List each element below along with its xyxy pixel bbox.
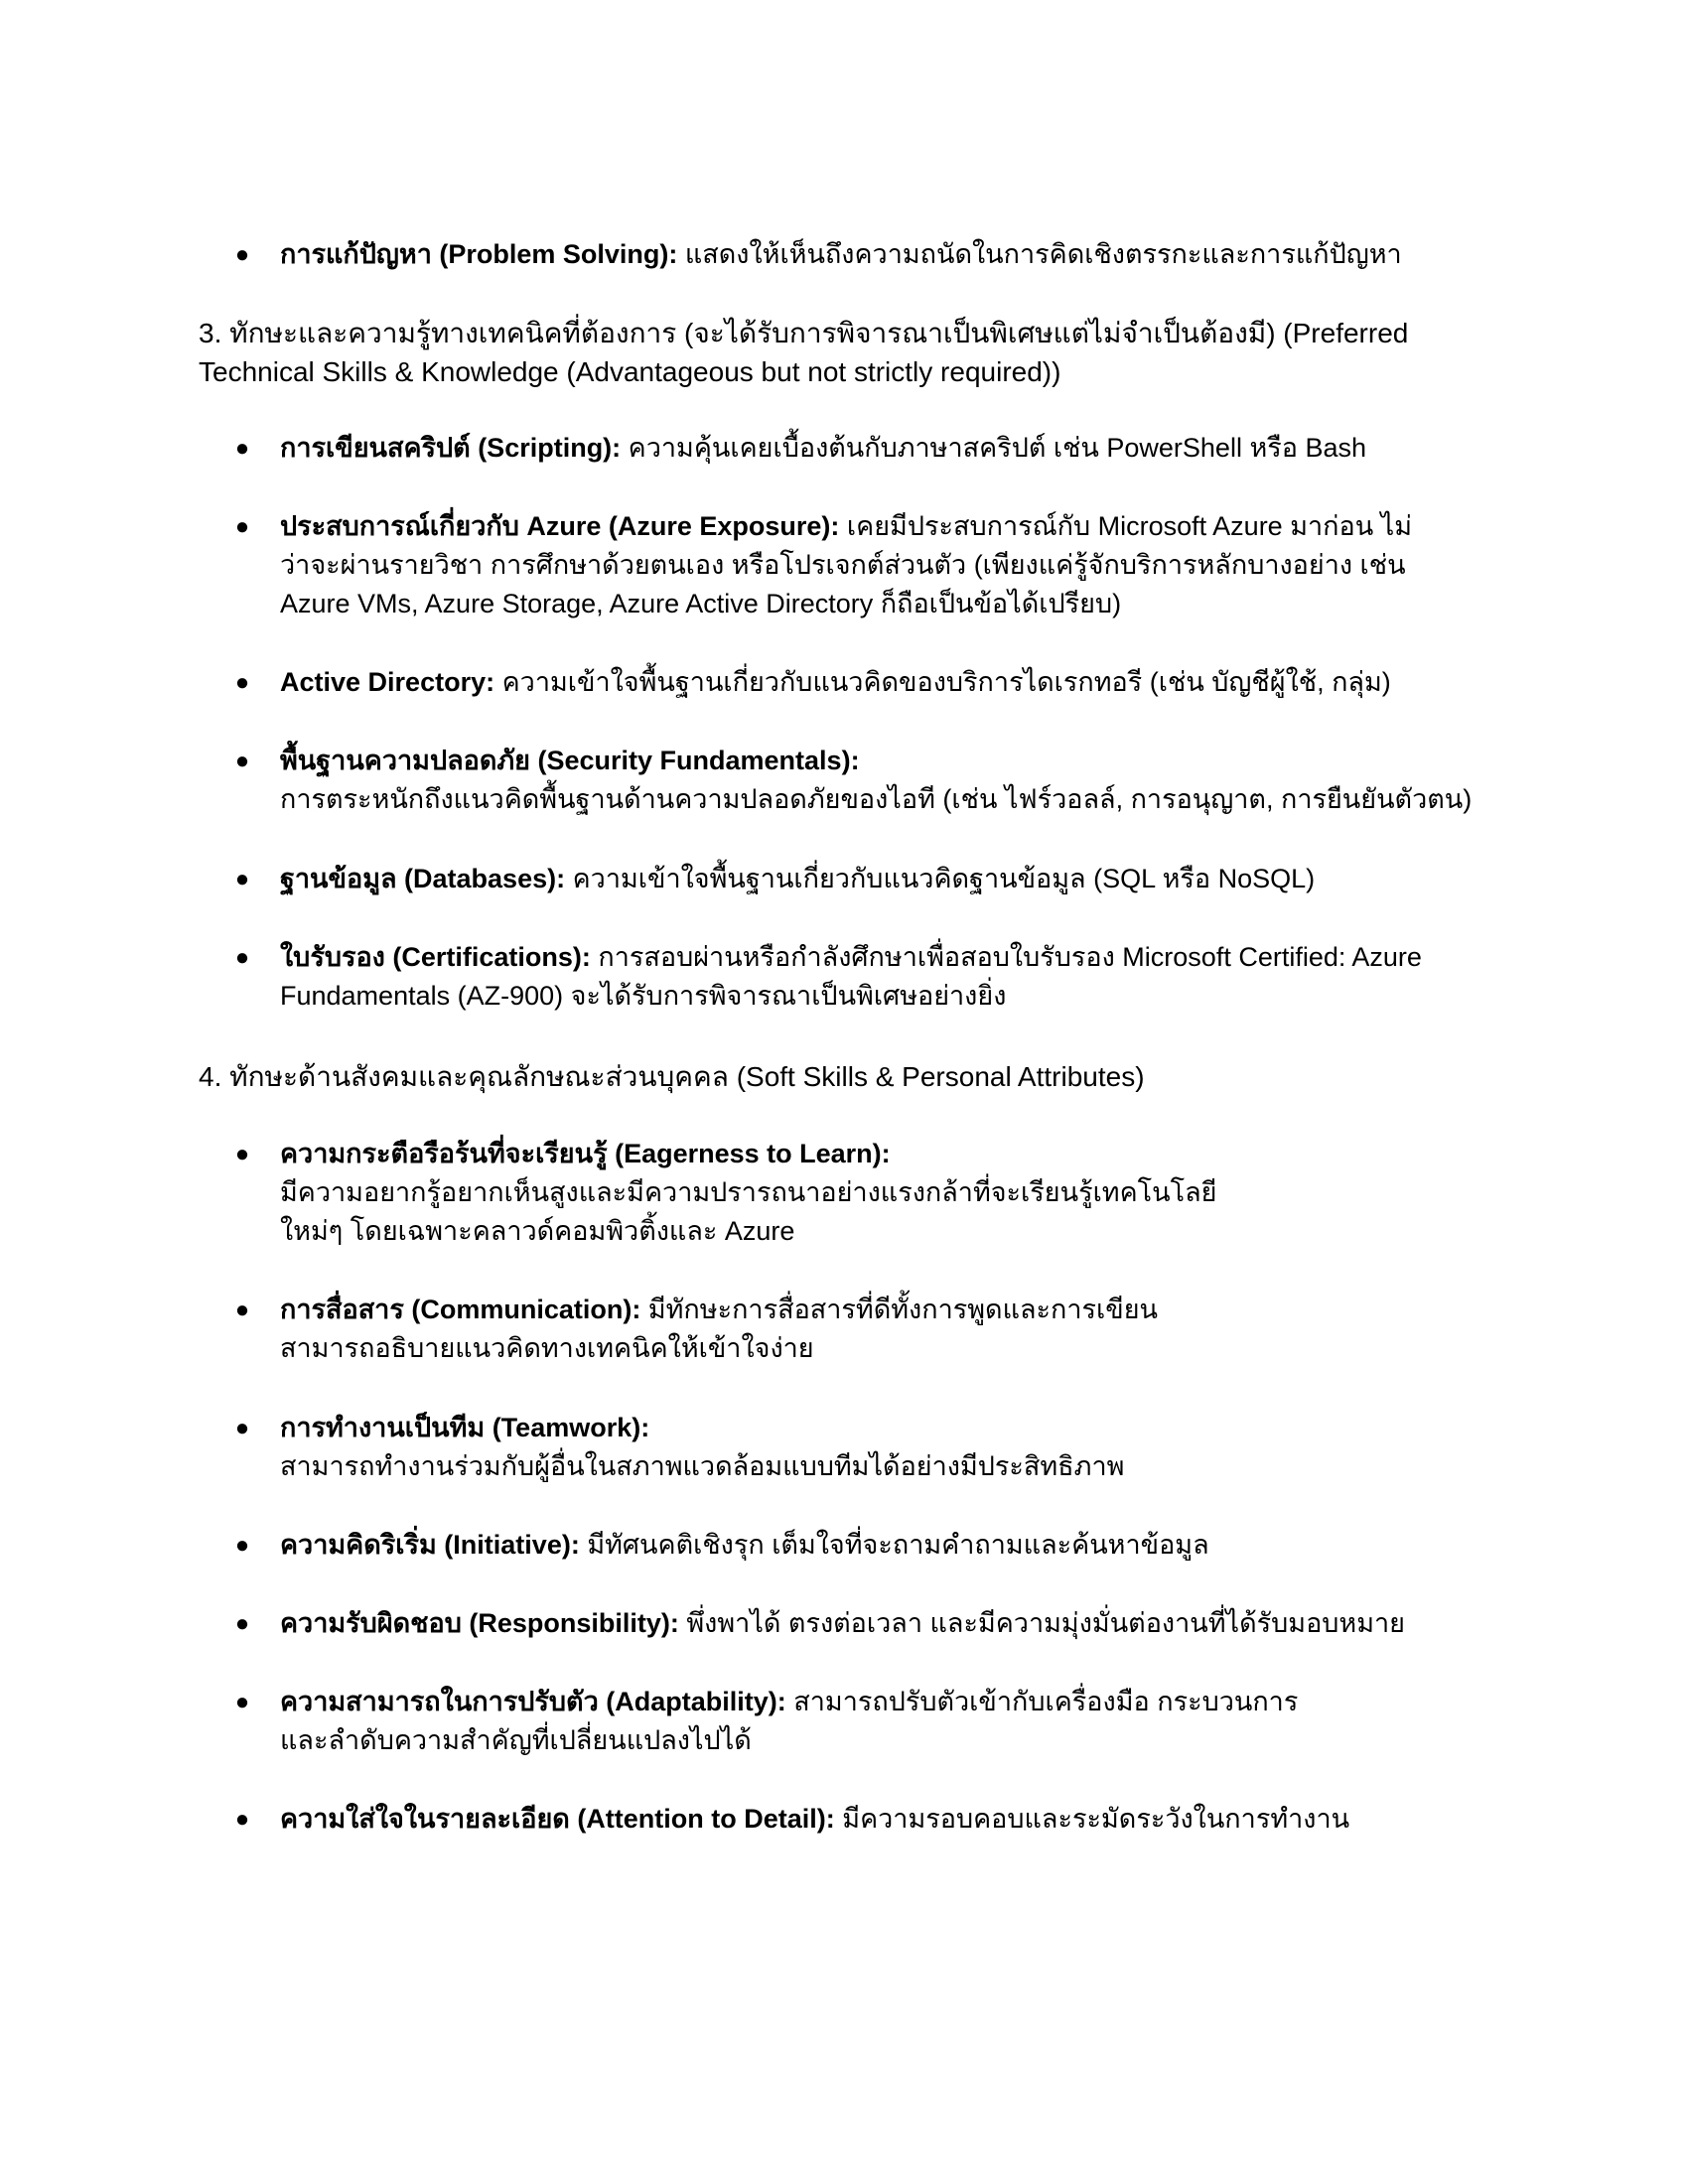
list-item-certifications (234, 938, 1481, 1016)
item-title: การทำงานเป็นทีม (Teamwork): (280, 1413, 650, 1442)
list-item-azure-exposure (234, 507, 1432, 623)
item-title: ความกระตือรือร้นที่จะเรียนรู้ (Eagerness to Learn): (280, 1139, 891, 1168)
item-text: สามารถปรับตัวเข้ากับเครื่องมือ กระบวนการ และลำดับความสำคัญที่เปลี่ยนแปลงไปได้ (280, 1687, 1299, 1755)
list-item-initiative (234, 1526, 1501, 1565)
item-text: มีทักษะการสื่อสารที่ดีทั้งการพูดและการเขียน สามารถอธิบายแนวคิดทางเทคนิคให้เข้าใจง่าย (280, 1295, 1159, 1363)
bullet-icon: ● (234, 1141, 250, 1167)
item-text: ความคุ้นเคยเบื้องต้นกับภาษาสคริปต์ เช่น PowerShell หรือ Bash (621, 433, 1367, 463)
item-text: สามารถทำงานร่วมกับผู้อื่นในสภาพแวดล้อมแบบทีมได้อย่างมีประสิทธิภาพ (280, 1451, 1125, 1481)
bullet-icon: ● (234, 1297, 250, 1323)
list-item-attention-to-detail (234, 1800, 1501, 1839)
item-title: การแก้ปัญหา (Problem Solving): (280, 239, 678, 269)
section-heading-soft-skills: 4. ทักษะด้านสังคมและคุณลักษณะส่วนบุคคล (Soft Skills & Personal Attributes) (199, 1061, 1145, 1092)
list-item-databases (234, 860, 1501, 898)
bullet-icon: ● (234, 241, 250, 268)
item-title: ฐานข้อมูล (Databases): (280, 864, 566, 893)
bullet-icon: ● (234, 1532, 250, 1559)
item-text: พึ่งพาได้ ตรงต่อเวลา และมีความมุ่งมั่นต่องานที่ได้รับมอบหมาย (678, 1608, 1405, 1638)
item-text: มีความรอบคอบและระมัดระวังในการทำงาน (834, 1804, 1350, 1834)
list-item-security-fundamentals (234, 742, 1501, 819)
item-title: พื้นฐานความปลอดภัย (Security Fundamentals): (280, 746, 860, 775)
list-item-scripting (234, 429, 1501, 468)
bullet-icon: ● (234, 944, 250, 971)
item-text: ความเข้าใจพื้นฐานเกี่ยวกับแนวคิดฐานข้อมูล (SQL หรือ NoSQL) (565, 864, 1316, 893)
item-text: แสดงให้เห็นถึงความถนัดในการคิดเชิงตรรกะและการแก้ปัญหา (677, 239, 1402, 269)
item-title: ความใส่ใจในรายละเอียด (Attention to Detail): (280, 1804, 835, 1834)
list-item-adaptability (234, 1683, 1501, 1760)
bullet-icon: ● (234, 669, 250, 696)
bullet-icon: ● (234, 435, 250, 462)
bullet-icon: ● (234, 1689, 250, 1715)
list-item-eagerness-to-learn (234, 1135, 1501, 1251)
item-title: ประสบการณ์เกี่ยวกับ Azure (Azure Exposure): (280, 511, 840, 541)
item-title: การสื่อสาร (Communication): (280, 1295, 641, 1324)
item-text: เคยมีประสบการณ์กับ Microsoft Azure มาก่อน ไม่ว่าจะผ่านรายวิชา การศึกษาด้วยตนเอง หรือโปรเจกต์ส่วนตัว (เพียงแค่รู้จักบริการหลักบางอย่าง เช่น Azure VMs, Azure Storage, Azure Active Directory ก็ถือเป็นข้อได้เปรียบ) (280, 511, 1413, 618)
list-item-communication (234, 1291, 1501, 1368)
bullet-icon: ● (234, 866, 250, 892)
item-title: ความรับผิดชอบ (Responsibility): (280, 1608, 679, 1638)
item-text: การตระหนักถึงแนวคิดพื้นฐานด้านความปลอดภัยของไอที (เช่น ไฟร์วอลล์, การอนุญาต, การยืนยันตัวตน) (280, 784, 1473, 814)
bullet-icon: ● (234, 1806, 250, 1833)
item-title: ใบรับรอง (Certifications): (280, 942, 591, 972)
item-text: การสอบผ่านหรือกำลังศึกษาเพื่อสอบใบรับรอง Microsoft Certified: Azure Fundamentals (AZ-900) จะได้รับการพิจารณาเป็นพิเศษอย่างยิ่ง (280, 942, 1422, 1011)
bullet-icon: ● (234, 748, 250, 774)
item-title: การเขียนสคริปต์ (Scripting): (280, 433, 622, 463)
item-text: ความเข้าใจพื้นฐานเกี่ยวกับแนวคิดของบริการไดเรกทอรี (เช่น บัญชีผู้ใช้, กลุ่ม) (494, 667, 1391, 697)
item-title: Active Directory: (280, 667, 495, 697)
bullet-icon: ● (234, 1610, 250, 1637)
item-title: ความคิดริเริ่ม (Initiative): (280, 1530, 580, 1560)
list-item-responsibility (234, 1604, 1501, 1643)
list-item-problem-solving (234, 235, 1501, 274)
section-heading-preferred-technical-skills: 3. ทักษะและความรู้ทางเทคนิคที่ต้องการ (จะได้รับการพิจารณาเป็นพิเศษแต่ไม่จำเป็นต้องมี) (Preferred Technical Skills & Knowledge (Advantageous but not strictly required)) (199, 318, 1409, 387)
item-text: มีความอยากรู้อยากเห็นสูงและมีความปรารถนาอย่างแรงกล้าที่จะเรียนรู้เทคโนโลยีใหม่ๆ โดยเฉพาะคลาวด์คอมพิวติ้งและ Azure (280, 1177, 1217, 1246)
list-item-active-directory (234, 663, 1501, 702)
bullet-icon: ● (234, 513, 250, 540)
list-item-teamwork (234, 1409, 1501, 1486)
bullet-icon: ● (234, 1415, 250, 1441)
item-title: ความสามารถในการปรับตัว (Adaptability): (280, 1687, 786, 1716)
item-text: มีทัศนคติเชิงรุก เต็มใจที่จะถามคำถามและค้นหาข้อมูล (579, 1530, 1209, 1560)
